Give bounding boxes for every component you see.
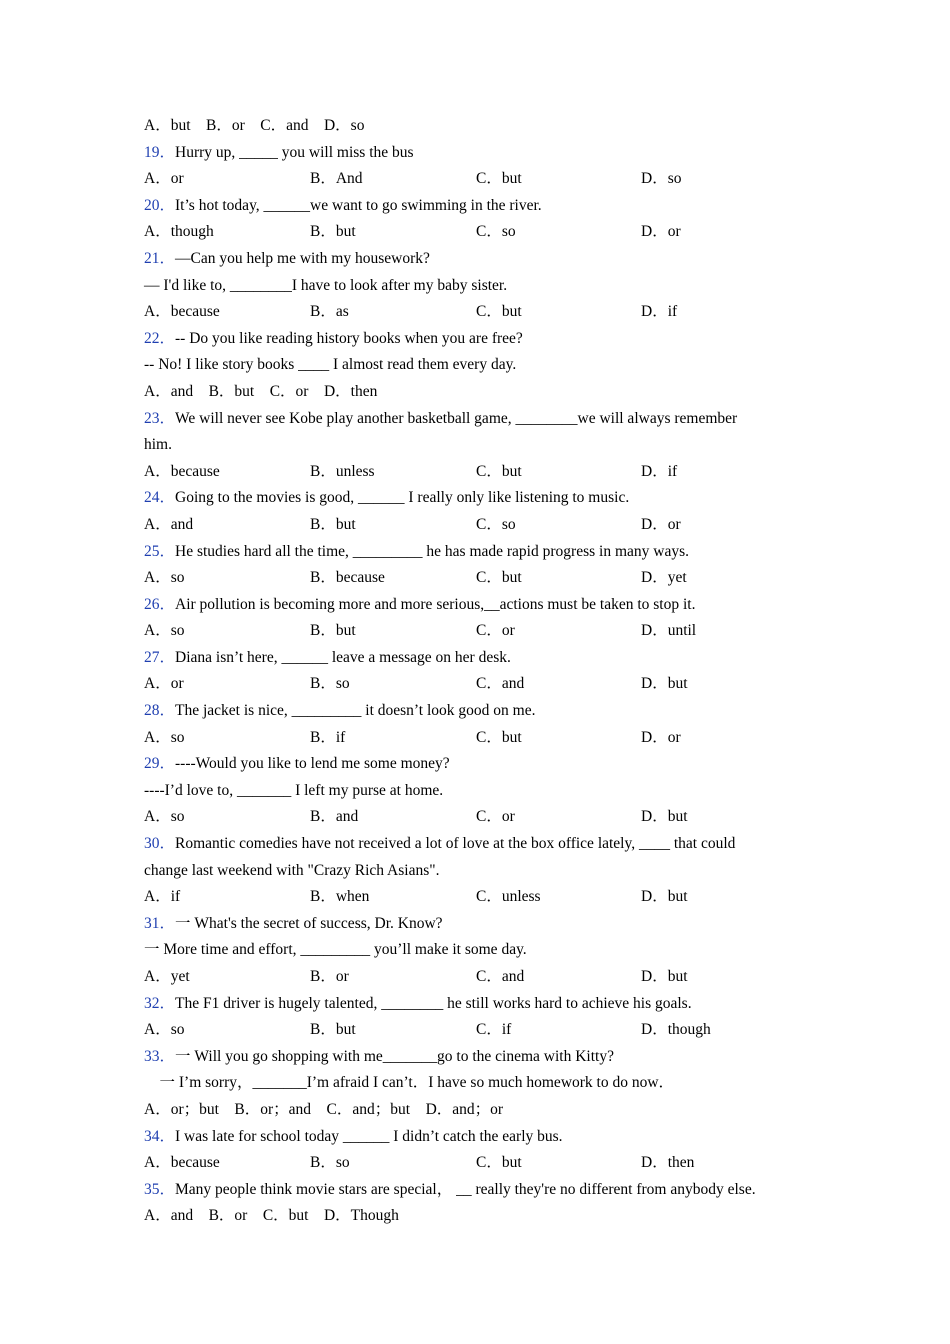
question-line — [144, 326, 824, 353]
question-line — [144, 193, 824, 220]
options-row — [144, 804, 824, 831]
question-number: 26． — [144, 595, 176, 613]
options-row — [144, 884, 824, 911]
question-line — [144, 751, 824, 778]
option-d: D．or — [641, 728, 681, 746]
question-text: 一 What's the secret of success, Dr. Know? — [175, 914, 443, 932]
options-row — [144, 166, 824, 193]
question-text: He studies hard all the time, _________ he has made rapid progress in many ways. — [175, 542, 689, 560]
question-number: 29． — [144, 755, 176, 773]
question-text: Hurry up, _____ you will miss the bus — [175, 143, 414, 161]
question-number: 23． — [144, 409, 176, 427]
line-text: him. — [144, 436, 172, 454]
option-c: C．so — [476, 223, 516, 241]
option-a: A．so — [144, 728, 185, 746]
question-number: 31． — [144, 914, 176, 932]
question-text: The F1 driver is hugely talented, ________ he still works hard to achieve his goals. — [175, 994, 692, 1012]
option-a: A．though — [144, 223, 214, 241]
question-text: It’s hot today, ______we want to go swimming in the river. — [175, 196, 542, 214]
text-line — [144, 858, 824, 885]
option-a: A．or — [144, 675, 184, 693]
question-number: 20． — [144, 196, 176, 214]
question-line — [144, 698, 824, 725]
option-c: C．if — [476, 1021, 512, 1039]
line-text: change last weekend with "Crazy Rich Asians". — [144, 861, 440, 879]
option-c: C．so — [476, 515, 516, 533]
option-b: B．and — [310, 808, 359, 826]
options-text: A．or；but B．or；and C．and；but D．and；or — [144, 1100, 504, 1118]
question-line — [144, 539, 824, 566]
options-text: A．and B．but C．or D．then — [144, 382, 378, 400]
option-d: D．yet — [641, 569, 687, 587]
option-d: D．but — [641, 888, 688, 906]
document-page — [144, 113, 824, 1230]
options-row — [144, 512, 824, 539]
options-row — [144, 1150, 824, 1177]
option-b: B．because — [310, 569, 385, 587]
option-c: C．and — [476, 675, 525, 693]
question-text: We will never see Kobe play another basketball game, ________we will always remember — [175, 409, 738, 427]
option-b: B．unless — [310, 462, 375, 480]
options-inline — [144, 1203, 824, 1230]
text-line — [144, 778, 824, 805]
option-d: D．then — [641, 1154, 695, 1172]
question-number: 30． — [144, 835, 176, 853]
question-line — [144, 831, 824, 858]
question-line — [144, 592, 824, 619]
options-row — [144, 565, 824, 592]
line-text: 一 More time and effort, _________ you’ll make it some day. — [144, 941, 527, 959]
question-number: 32． — [144, 994, 176, 1012]
option-c: C．or — [476, 808, 515, 826]
question-text: 一 Will you go shopping with me_______go to the cinema with Kitty? — [175, 1047, 614, 1065]
option-b: B．or — [310, 968, 349, 985]
question-text: Many people think movie stars are special， __ really they're no different from anybody else. — [175, 1180, 756, 1198]
question-number: 35． — [144, 1180, 176, 1198]
option-d: D．though — [641, 1021, 711, 1039]
options-inline — [144, 1097, 824, 1124]
option-c: C．unless — [476, 888, 541, 906]
text-line — [144, 937, 824, 964]
line-text: ----I’d love to, _______ I left my purse at home. — [144, 781, 444, 799]
options-inline — [144, 379, 824, 406]
question-text: Romantic comedies have not received a lot of love at the box office lately, ____ that could — [175, 835, 736, 853]
option-c: C．and — [476, 968, 525, 985]
option-c: C．but — [476, 728, 522, 746]
question-text: Going to the movies is good, ______ I really only like listening to music. — [175, 489, 630, 507]
option-a: A．because — [144, 1154, 220, 1172]
question-text: Air pollution is becoming more and more serious,__actions must be taken to stop it. — [175, 595, 696, 613]
question-text: The jacket is nice, _________ it doesn’t look good on me. — [175, 702, 536, 720]
question-line — [144, 911, 824, 938]
question-text: I was late for school today ______ I didn’t catch the early bus. — [175, 1127, 563, 1145]
options-row — [144, 1017, 824, 1044]
question-text: -- Do you like reading history books when you are free? — [175, 329, 523, 347]
text-line — [144, 352, 824, 379]
option-b: B．And — [310, 170, 363, 188]
option-a: A．and — [144, 515, 194, 533]
option-a: A．yet — [144, 968, 190, 985]
option-b: B．but — [310, 1021, 356, 1039]
question-line — [144, 485, 824, 512]
question-text: Diana isn’t here, ______ leave a message on her desk. — [175, 648, 511, 666]
options-text: A．and B．or C．but D．Though — [144, 1207, 399, 1225]
question-text: —Can you help me with my housework? — [175, 249, 430, 267]
option-a: A．so — [144, 808, 185, 826]
option-d: D．or — [641, 515, 681, 533]
question-line — [144, 246, 824, 273]
option-a: A．because — [144, 303, 220, 321]
options-row — [144, 618, 824, 645]
question-number: 34． — [144, 1127, 176, 1145]
options-text: A．but B．or C．and D．so — [144, 117, 365, 134]
option-d: D．but — [641, 968, 688, 985]
question-number: 19． — [144, 143, 176, 161]
option-b: B．so — [310, 1154, 350, 1172]
option-d: D．until — [641, 622, 697, 640]
option-c: C．but — [476, 303, 522, 321]
options-row — [144, 671, 824, 698]
option-c: C．but — [476, 1154, 522, 1172]
line-text: -- No! I like story books ____ I almost read them every day. — [144, 356, 517, 374]
option-b: B．but — [310, 622, 356, 640]
option-a: A．or — [144, 170, 184, 188]
option-b: B．if — [310, 728, 346, 746]
option-c: C．but — [476, 170, 522, 188]
options-row — [144, 725, 824, 752]
question-number: 24． — [144, 489, 176, 507]
option-d: D．if — [641, 303, 678, 321]
question-line — [144, 1177, 824, 1204]
option-b: B．but — [310, 515, 356, 533]
question-number: 27． — [144, 648, 176, 666]
option-c: C．but — [476, 462, 522, 480]
options-inline — [144, 113, 824, 140]
question-line — [144, 991, 824, 1018]
option-d: D．if — [641, 462, 678, 480]
option-b: B．but — [310, 223, 356, 241]
options-row — [144, 964, 824, 991]
question-number: 22． — [144, 329, 176, 347]
option-d: D．or — [641, 223, 681, 241]
option-d: D．but — [641, 808, 688, 826]
option-d: D．so — [641, 170, 682, 188]
option-b: B．as — [310, 303, 349, 321]
text-line — [144, 1070, 824, 1097]
option-c: C．but — [476, 569, 522, 587]
option-d: D．but — [641, 675, 688, 693]
option-a: A．so — [144, 1021, 185, 1039]
question-line — [144, 1044, 824, 1071]
question-number: 25． — [144, 542, 176, 560]
options-row — [144, 219, 824, 246]
question-line — [144, 1124, 824, 1151]
question-line — [144, 140, 824, 167]
option-a: A．so — [144, 569, 185, 587]
option-b: B．so — [310, 675, 350, 693]
option-a: A．because — [144, 462, 220, 480]
question-line — [144, 406, 824, 433]
text-line — [144, 273, 824, 300]
option-b: B．when — [310, 888, 370, 906]
question-number: 28． — [144, 702, 176, 720]
option-a: A．if — [144, 888, 181, 906]
line-text: 一 I’m sorry，_______I’m afraid I can’t．I have so much homework to do now． — [144, 1074, 675, 1092]
option-a: A．so — [144, 622, 185, 640]
question-number: 33． — [144, 1047, 176, 1065]
options-row — [144, 299, 824, 326]
question-line — [144, 645, 824, 672]
question-text: ----Would you like to lend me some money? — [175, 755, 450, 773]
option-c: C．or — [476, 622, 515, 640]
text-line — [144, 432, 824, 459]
options-row — [144, 459, 824, 486]
line-text: — I'd like to, ________I have to look after my baby sister. — [144, 276, 508, 294]
question-number: 21． — [144, 249, 176, 267]
